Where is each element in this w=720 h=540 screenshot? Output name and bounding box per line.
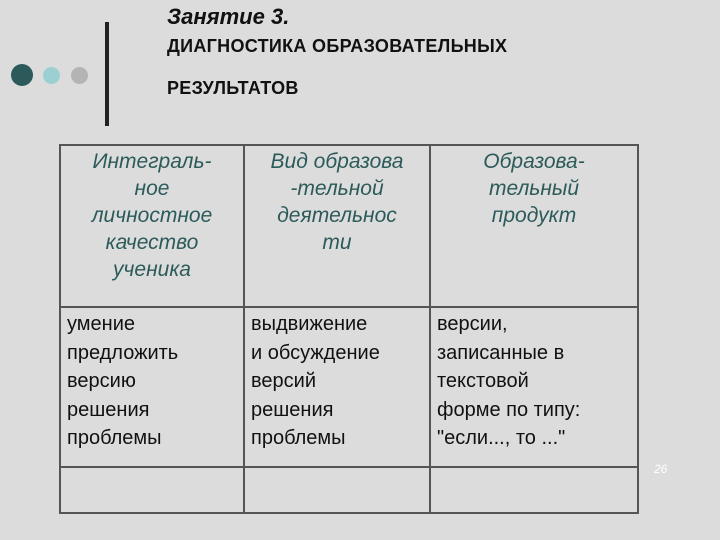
header-text: Образова- тельный продукт [483, 150, 585, 227]
table-cell [244, 307, 430, 467]
page-number: 26 [654, 462, 668, 476]
table-row [60, 307, 638, 467]
cell-text: выдвижение и обсуждение версий решения проблемы [251, 313, 380, 449]
cell-text: версии, записанные в текстовой форме по типу: "если..., то ..." [437, 313, 581, 449]
table-cell-empty [60, 467, 244, 513]
table-cell-empty [430, 467, 638, 513]
header-cell [60, 145, 244, 307]
decorative-dot-dark [11, 64, 33, 86]
table-header-row [60, 145, 638, 307]
header-text: Вид образова -тельной деятельнос ти [270, 150, 404, 254]
header-cell [430, 145, 638, 307]
results-table [59, 144, 639, 514]
slide-title-line3: РЕЗУЛЬТАТОВ [167, 78, 299, 98]
table-cell [60, 307, 244, 467]
table-row-empty [60, 467, 638, 513]
cell-text: умение предложить версию решения проблемы [67, 313, 179, 449]
header-text: Интеграль- ное личностное качество ученика [91, 150, 213, 281]
title-divider [105, 22, 109, 126]
decorative-dot-light [43, 67, 60, 84]
slide-title-line2: ДИАГНОСТИКА ОБРАЗОВАТЕЛЬНЫХ [167, 36, 508, 56]
table-cell-empty [244, 467, 430, 513]
slide-title-lesson: Занятие 3. [167, 4, 290, 29]
decorative-dot-gray [71, 67, 88, 84]
header-cell [244, 145, 430, 307]
table-cell [430, 307, 638, 467]
